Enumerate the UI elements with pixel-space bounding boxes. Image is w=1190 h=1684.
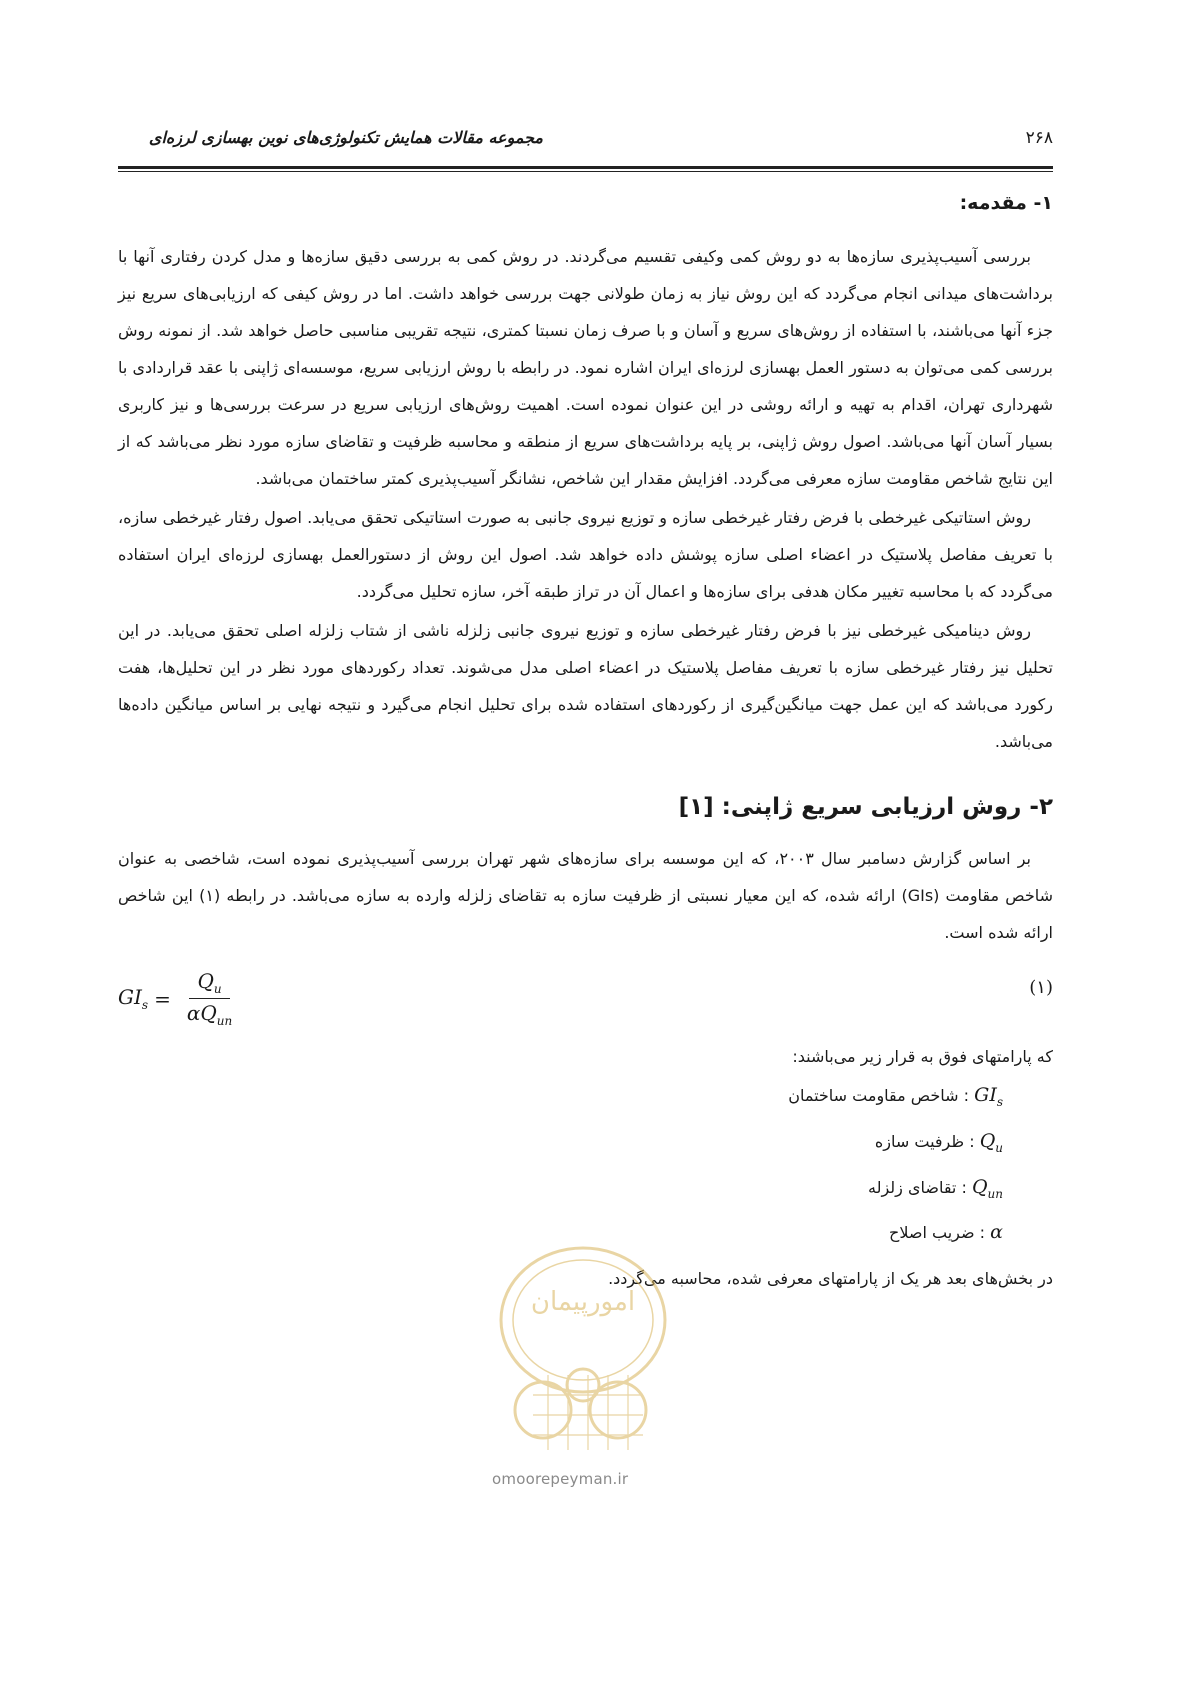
header-rule <box>118 166 1053 169</box>
section-heading-introduction: ۱- مقدمه: <box>959 192 1053 214</box>
equation-number: (۱) <box>1029 977 1053 998</box>
parameter-intro: که پارامتهای فوق به قرار زیر می‌باشند: <box>792 1047 1053 1066</box>
paragraph: روش دینامیکی غیرخطی نیز با فرض رفتار غیرخطی سازه و توزیع نیروی جانبی زلزله ناشی از شتاب زلزله اصلی تحقق می‌یابد. در این تحلیل نیز رفتار غیرخطی سازه با تعریف مفاصل پلاستیک در اعضاء اصلی مدل می‌شوند. تعداد رکوردهای مورد نظر در این تحلیل‌ها، هفت رکورد می‌باشد که این عمل جهت میانگین‌گیری از رکوردهای استفاده شده برای تحلیل انجام می‌گیرد و نتیجه نهایی بر اساس میانگین داده‌ها می‌باشد. <box>118 621 1053 751</box>
paragraph: روش استاتیکی غیرخطی با فرض رفتار غیرخطی سازه و توزیع نیروی جانبی به صورت استاتیکی تحقق می‌یابد. اصول رفتار غیرخطی سازه، با تعریف مفاصل پلاستیک در اعضاء اصلی سازه پوشش داده خواهد شد. اصول این روش از دستورالعمل بهسازی لرزه‌ای ایران استفاده می‌گردد که با محاسبه تغییر مکان هدفی برای سازه‌ها و اعمال آن در تراز طبقه آخر، سازه تحلیل می‌گردد. <box>118 508 1053 601</box>
parameter-description: : ظرفیت سازه <box>874 1131 975 1151</box>
watermark-text: امورپیمان <box>530 1287 636 1317</box>
paragraph: بر اساس گزارش دسامبر سال ۲۰۰۳، که این موسسه برای سازه‌های شهر تهران بررسی آسیب‌پذیری نموده است، شاخصی به عنوان شاخص مقاومت (GIs) ارائه شده، که این معیار نسبتی از ظرفیت سازه به تقاضای زلزله وارده به سازه می‌باشد. در رابطه (۱) این شاخص ارائه شده است. <box>118 849 1054 942</box>
parameter-description: : ضریب اصلاح <box>889 1223 986 1243</box>
watermark-inner-ring <box>513 1260 653 1380</box>
parameter-item <box>118 1122 1053 1168</box>
watermark-url: omoorepeyman.ir <box>492 1470 629 1488</box>
page-number: ۲۶۸ <box>1025 128 1053 148</box>
equation-denominator: $\alpha Q_{un}$ <box>186 1001 233 1028</box>
parameter-symbol: $Q_{un}$ <box>971 1175 1003 1201</box>
watermark-logo <box>478 1235 688 1465</box>
watermark-gear-left <box>515 1382 571 1438</box>
parameter-item <box>118 1076 1053 1122</box>
parameter-description: : تقاضای زلزله <box>868 1177 967 1197</box>
main-content <box>118 190 1053 1298</box>
equals-sign: = <box>154 986 171 1011</box>
equation-fraction <box>183 969 236 1028</box>
equation-lhs: $GI_s$ <box>118 985 149 1012</box>
parameter-symbol: α <box>990 1221 1003 1244</box>
parameter-description: : شاخص مقاومت ساختمان <box>788 1086 970 1105</box>
parameter-symbol: $GI_s$ <box>974 1084 1003 1109</box>
header-rule-thin <box>118 171 1053 172</box>
equation <box>118 969 236 1028</box>
watermark-gear-center <box>567 1369 599 1401</box>
section-heading-japanese-method: ۲- روش ارزیابی سریع ژاپنی: [۱] <box>678 794 1053 820</box>
paragraph: بررسی آسیب‌پذیری سازه‌ها به دو روش کمی وکیفی تقسیم می‌گردند. در روش کمی به بررسی دقیق سازه‌ها و مدل کردن رفتاری آنها با برداشت‌های میدانی انجام می‌گردد که این روش نیاز به زمان طولانی جهت بررسی خواهد داشت. اما در روش کیفی که ارزیابی‌های سریع نیز جزء آنها می‌باشند، با استفاده از روش‌های سریع و آسان و با صرف زمان نسبتا کمتری، نتیجه تقریبی مناسبی حاصل خواهد شد. از نمونه روش بررسی کمی می‌توان به دستور العمل بهسازی لرزه‌ای ایران اشاره نمود. در رابطه با روش ارزیابی سریع، موسسه‌ای ژاپنی با عقد قراردادی با شهرداری تهران، اقدام به تهیه و ارائه روشی در این عنوان نموده است. اهمیت روش‌های ارزیابی سریع در سرعت بررسی‌ها و نیز کاربری بسیار آسان آنها می‌باشد. اصول روش ژاپنی، بر پایه برداشت‌های سریع از منطقه و محاسبه ظرفیت و تقاضای سازه مورد نظر می‌باشد که از این نتایج شاخص مقاومت سازه معرفی می‌گردد. افزایش مقدار این شاخص، نشانگر آسیب‌پذیری کمتر ساختمان می‌باشد. <box>118 247 1053 488</box>
running-header <box>118 128 1053 156</box>
parameter-item <box>118 1168 1053 1214</box>
parameter-closing: در بخش‌های بعد هر یک از پارامتهای معرفی شده، محاسبه می‌گردد. <box>608 1269 1053 1289</box>
equation-row <box>118 961 1053 1031</box>
running-title: مجموعه مقالات همایش تکنولوژی‌های نوین بهسازی لرزه‌ای <box>148 128 543 147</box>
parameter-symbol: $Q_u$ <box>979 1129 1003 1155</box>
equation-numerator: $Q_u$ <box>189 969 229 999</box>
